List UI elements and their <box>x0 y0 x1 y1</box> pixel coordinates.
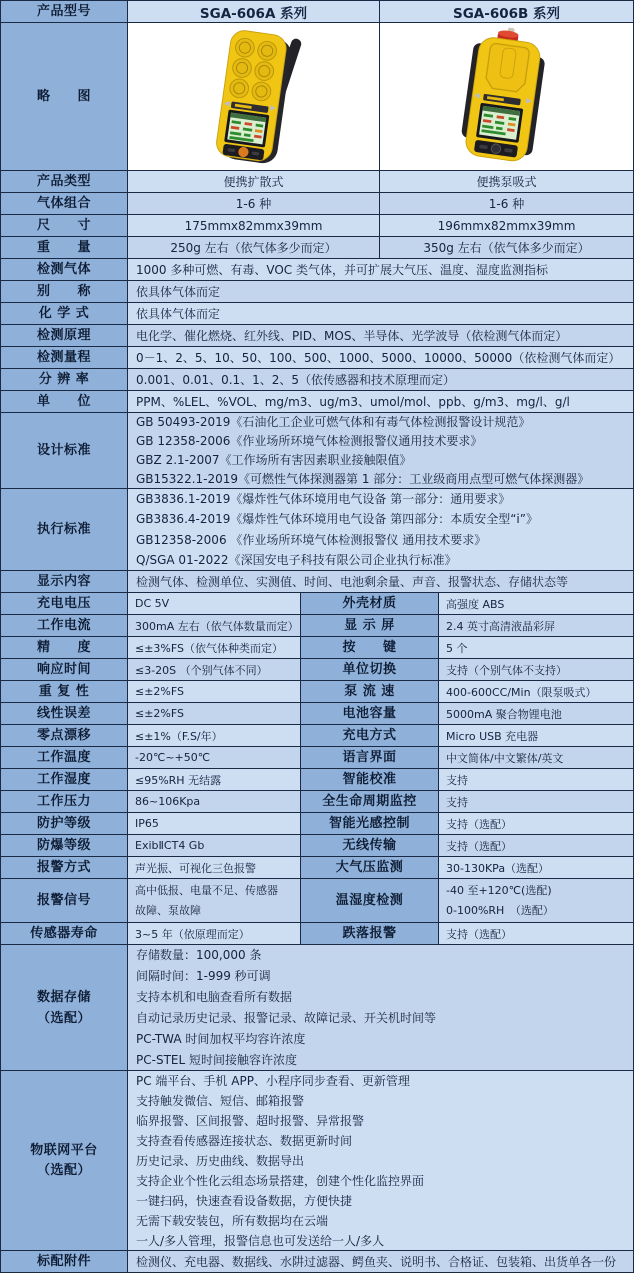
row-value2-response-unit-switch: 支持（个别气体不支持） <box>439 659 634 681</box>
row-value-line: PC 端平台、手机 APP、小程序同步查看、更新管理 <box>136 1073 410 1088</box>
spec-row-zero-drift-charging <box>1 725 634 747</box>
row-label-working-current-display: 工作电流 <box>1 615 128 637</box>
spec-row-unit <box>1 391 634 413</box>
spec-row-alarm-signal-temphumidity <box>1 879 634 923</box>
spec-row-display-content <box>1 571 634 593</box>
spec-row-response-unit-switch <box>1 659 634 681</box>
spec-row-alias <box>1 281 634 303</box>
row-value-line: 历史记录、历史曲线、数据导出 <box>136 1153 305 1168</box>
row-value-weight-b: 350g 左右（依气体多少而定） <box>380 237 634 259</box>
row-value1-sensor-life-drop-alarm: 3~5 年（依原理而定） <box>128 923 301 945</box>
spec-row-detection-principle <box>1 325 634 347</box>
row-label-product-model: 产品型号 <box>1 1 128 23</box>
row-value2-working-current-display: 2.4 英寸高清液晶彩屏 <box>439 615 634 637</box>
spec-row-repeatability-pump-flow <box>1 681 634 703</box>
row-label2-linearity-battery: 电池容量 <box>301 703 439 725</box>
row-label-detection-range: 检测量程 <box>1 347 128 369</box>
row-label2-sensor-life-drop-alarm: 跌落报警 <box>301 923 439 945</box>
spec-row-working-pressure-lifecycle <box>1 791 634 813</box>
spec-row-working-temp-language <box>1 747 634 769</box>
row-label-protection-lightsense: 防护等级 <box>1 813 128 835</box>
series-b-header: SGA-606B 系列 <box>380 1 634 23</box>
row-value-line: 支持查看传感器连接状态、数据更新时间 <box>136 1133 353 1148</box>
row-value-iot-platform <box>128 1071 634 1251</box>
row-label-alarm-mode-pressure: 报警方式 <box>1 857 128 879</box>
row-value2-accuracy-keys: 5 个 <box>439 637 634 659</box>
row-value-display-content: 检测气体、检测单位、实测值、时间、电池剩余量、声音、报警状态、存储状态等 <box>128 571 634 593</box>
sga-606b-image-cell <box>380 23 634 171</box>
row-label-line: （选配） <box>36 1162 91 1178</box>
spec-row-detect-gas <box>1 259 634 281</box>
row-label-iot-platform <box>1 1071 128 1251</box>
row-label2-explosionproof-wireless: 无线传输 <box>301 835 439 857</box>
row-value-product-type-b: 便携泵吸式 <box>380 171 634 193</box>
row-value2-explosionproof-wireless: 支持（选配） <box>439 835 634 857</box>
row-value1-working-temp-language: -20℃~+50℃ <box>128 747 301 769</box>
row-value-execution-standard <box>128 489 634 571</box>
spec-row-resolution <box>1 369 634 391</box>
row-value-detection-range: 0－1、2、5、10、50、100、500、1000、5000、10000、50000（依检测气体而定） <box>128 347 634 369</box>
row-label2-zero-drift-charging: 充电方式 <box>301 725 439 747</box>
row-value-line: PC-TWA 时间加权平均容许浓度 <box>136 1031 306 1046</box>
row-value-weight-a: 250g 左右（依气体多少而定） <box>128 237 380 259</box>
spec-row-working-humidity-calibration <box>1 769 634 791</box>
row-label-explosionproof-wireless: 防爆等级 <box>1 835 128 857</box>
row-label-gas-combination: 气体组合 <box>1 193 128 215</box>
row-value2-linearity-battery: 5000mA 聚合物锂电池 <box>439 703 634 725</box>
spec-row-product-model <box>1 1 634 23</box>
row-value1-alarm-mode-pressure: 声光振、可视化三色报警 <box>128 857 301 879</box>
row-value-line: 支持触发微信、短信、邮箱报警 <box>136 1093 305 1108</box>
row-value-line: GB12358-2006 《作业场所环境气体检测报警仪 通用技术要求》 <box>136 532 487 547</box>
spec-row-detection-range <box>1 347 634 369</box>
row-value2-sensor-life-drop-alarm: 支持（选配） <box>439 923 634 945</box>
row-value2-alarm-signal-temphumidity <box>439 879 634 923</box>
row-label-standard-accessories: 标配附件 <box>1 1251 128 1273</box>
row-label-design-standard: 设计标准 <box>1 413 128 489</box>
spec-row-explosionproof-wireless <box>1 835 634 857</box>
row-label-repeatability-pump-flow: 重 复 性 <box>1 681 128 703</box>
row-value1-accuracy-keys: ≤±3%FS（依气体种类而定） <box>128 637 301 659</box>
row-label-chemical-formula: 化 学 式 <box>1 303 128 325</box>
row-label-working-temp-language: 工作温度 <box>1 747 128 769</box>
spec-row-gas-combination <box>1 193 634 215</box>
row-value-dimensions-a: 175mmx82mmx39mm <box>128 215 380 237</box>
spec-row-linearity-battery <box>1 703 634 725</box>
row-value2-alarm-mode-pressure: 30-130KPa（选配） <box>439 857 634 879</box>
row-value1-response-unit-switch: ≤3-20S （个别气体不同） <box>128 659 301 681</box>
row-label-line: 数据存储 <box>36 989 91 1005</box>
row-value2-working-temp-language: 中文简体/中文繁体/英文 <box>439 747 634 769</box>
row-value-line: 故障、泵故障 <box>135 903 201 917</box>
row-value1-charge-voltage-shell: DC 5V <box>128 593 301 615</box>
row-label-accuracy-keys: 精 度 <box>1 637 128 659</box>
row-label-display-content: 显示内容 <box>1 571 128 593</box>
row-label-zero-drift-charging: 零点漂移 <box>1 725 128 747</box>
row-label-detection-principle: 检测原理 <box>1 325 128 347</box>
row-value-line: 高中低报、电量不足、传感器 <box>135 883 278 897</box>
row-value1-repeatability-pump-flow: ≤±2%FS <box>128 681 301 703</box>
row-value2-working-humidity-calibration: 支持 <box>439 769 634 791</box>
spec-row-weight <box>1 237 634 259</box>
row-label-product-type: 产品类型 <box>1 171 128 193</box>
row-value-detection-principle: 电化学、催化燃烧、红外线、PID、MOS、半导体、光学波导（依检测气体而定） <box>128 325 634 347</box>
row-label-charge-voltage-shell: 充电电压 <box>1 593 128 615</box>
spec-row-sketch <box>1 23 634 171</box>
row-label-line: （选配） <box>36 1010 91 1026</box>
row-value-line: 支持本机和电脑查看所有数据 <box>136 989 293 1004</box>
spec-row-alarm-mode-pressure <box>1 857 634 879</box>
row-label2-working-pressure-lifecycle: 全生命周期监控 <box>301 791 439 813</box>
row-label-detect-gas: 检测气体 <box>1 259 128 281</box>
row-value1-alarm-signal-temphumidity <box>128 879 301 923</box>
row-value1-working-humidity-calibration: ≤95%RH 无结露 <box>128 769 301 791</box>
row-value-line: 无需下载安装包，所有数据均在云端 <box>136 1213 329 1228</box>
spec-row-iot-platform <box>1 1071 634 1251</box>
row-label2-charge-voltage-shell: 外壳材质 <box>301 593 439 615</box>
row-label-execution-standard: 执行标准 <box>1 489 128 571</box>
row-value-dimensions-b: 196mmx82mmx39mm <box>380 215 634 237</box>
row-value-line: -40 至+120℃(选配) <box>446 883 552 897</box>
row-label-sensor-life-drop-alarm: 传感器寿命 <box>1 923 128 945</box>
spec-row-protection-lightsense <box>1 813 634 835</box>
row-value-product-type-a: 便携扩散式 <box>128 171 380 193</box>
row-label-unit: 单 位 <box>1 391 128 413</box>
row-label-working-pressure-lifecycle: 工作压力 <box>1 791 128 813</box>
row-label-resolution: 分 辨 率 <box>1 369 128 391</box>
sga-606b-device-image <box>432 27 582 167</box>
row-value1-explosionproof-wireless: ExibⅡCT4 Gb <box>128 835 301 857</box>
row-value-standard-accessories: 检测仪、充电器、数据线、水阱过滤器、鳄鱼夹、说明书、合格证、包装箱、出货单各一份 <box>128 1251 634 1273</box>
row-label2-alarm-signal-temphumidity: 温湿度检测 <box>301 879 439 923</box>
spec-row-accuracy-keys <box>1 637 634 659</box>
row-label2-working-humidity-calibration: 智能校准 <box>301 769 439 791</box>
row-label-alias: 别 称 <box>1 281 128 303</box>
spec-row-charge-voltage-shell <box>1 593 634 615</box>
row-value-line: PC-STEL 短时间接触容许浓度 <box>136 1052 297 1067</box>
row-value-chemical-formula: 依具体气体而定 <box>128 303 634 325</box>
row-label-sketch: 略 图 <box>1 23 128 171</box>
row-label2-protection-lightsense: 智能光感控制 <box>301 813 439 835</box>
row-value-gas-combination-a: 1-6 种 <box>128 193 380 215</box>
row-value-unit: PPM、%LEL、%VOL、mg/m3、ug/m3、umol/mol、ppb、g/m3、mg/l、g/l <box>128 391 634 413</box>
row-label2-repeatability-pump-flow: 泵 流 速 <box>301 681 439 703</box>
row-value-resolution: 0.001、0.01、0.1、1、2、5（依传感器和技术原理而定） <box>128 369 634 391</box>
row-label-response-unit-switch: 响应时间 <box>1 659 128 681</box>
spec-row-standard-accessories <box>1 1251 634 1273</box>
spec-row-design-standard <box>1 413 634 489</box>
row-value-line: 临界报警、区间报警、超时报警、异常报警 <box>136 1113 365 1128</box>
series-a-header: SGA-606A 系列 <box>128 1 380 23</box>
row-value2-working-pressure-lifecycle: 支持 <box>439 791 634 813</box>
row-value-line: GB 50493-2019《石油化工企业可燃气体和有毒气体检测报警设计规范》 <box>136 414 531 429</box>
row-value1-zero-drift-charging: ≤±1%（F.S/年） <box>128 725 301 747</box>
row-value2-protection-lightsense: 支持（选配） <box>439 813 634 835</box>
row-value1-linearity-battery: ≤±2%FS <box>128 703 301 725</box>
spec-row-chemical-formula <box>1 303 634 325</box>
row-label2-accuracy-keys: 按 键 <box>301 637 439 659</box>
row-value-line: 一人/多人管理，报警信息也可发送给一人/多人 <box>136 1233 385 1248</box>
row-label2-working-current-display: 显 示 屏 <box>301 615 439 637</box>
spec-row-data-storage <box>1 945 634 1071</box>
row-value2-repeatability-pump-flow: 400-600CC/Min（限泵吸式） <box>439 681 634 703</box>
row-label-line: 物联网平台 <box>30 1142 98 1158</box>
row-label2-working-temp-language: 语言界面 <box>301 747 439 769</box>
row-value-data-storage <box>128 945 634 1071</box>
row-value-line: GBZ 2.1-2007《工作场所有害因素职业接触限值》 <box>136 452 412 467</box>
row-value-line: GB3836.1-2019《爆炸性气体环境用电气设备 第一部分：通用要求》 <box>136 491 511 506</box>
row-value-line: 间隔时间：1-999 秒可调 <box>136 968 271 983</box>
row-value-alias: 依具体气体而定 <box>128 281 634 303</box>
row-label-weight: 重 量 <box>1 237 128 259</box>
row-value1-working-current-display: 300mA 左右（依气体数量而定） <box>128 615 301 637</box>
row-value-line: 0-100%RH （选配） <box>446 903 554 917</box>
row-label-linearity-battery: 线性误差 <box>1 703 128 725</box>
row-value-line: GB15322.1-2019《可燃性气体探测器第 1 部分：工业级商用点型可燃气体探测器》 <box>136 471 590 486</box>
spec-row-dimensions <box>1 215 634 237</box>
row-value-line: Q/SGA 01-2022《深国安电子科技有限公司企业执行标准》 <box>136 553 457 567</box>
row-value-line: 自动记录历史记录、报警记录、故障记录、开关机时间等 <box>136 1010 437 1025</box>
row-value-line: 一键扫码，快速查看设备数据，方便快捷 <box>136 1193 353 1208</box>
sga-606a-device-image <box>179 27 329 167</box>
row-label2-response-unit-switch: 单位切换 <box>301 659 439 681</box>
row-value-line: GB 12358-2006《作业场所环境气体检测报警仪通用技术要求》 <box>136 433 483 448</box>
row-value-line: GB3836.4-2019《爆炸性气体环境用电气设备 第四部分：本质安全型“i”》 <box>136 512 538 526</box>
row-label-dimensions: 尺 寸 <box>1 215 128 237</box>
sga-606a-image-cell <box>128 23 380 171</box>
row-value1-protection-lightsense: IP65 <box>128 813 301 835</box>
row-label-alarm-signal-temphumidity: 报警信号 <box>1 879 128 923</box>
row-label-working-humidity-calibration: 工作湿度 <box>1 769 128 791</box>
spec-row-working-current-display <box>1 615 634 637</box>
spec-row-execution-standard <box>1 489 634 571</box>
row-value-design-standard <box>128 413 634 489</box>
row-value-line: 支持企业个性化云组态场景搭建，创建个性化监控界面 <box>136 1173 425 1188</box>
row-value2-zero-drift-charging: Micro USB 充电器 <box>439 725 634 747</box>
row-label2-alarm-mode-pressure: 大气压监测 <box>301 857 439 879</box>
spec-row-product-type <box>1 171 634 193</box>
row-value-line: 存储数量：100,000 条 <box>136 947 262 962</box>
row-value-gas-combination-b: 1-6 种 <box>380 193 634 215</box>
row-value-detect-gas: 1000 多种可燃、有毒、VOC 类气体，并可扩展大气压、温度、湿度监测指标 <box>128 259 634 281</box>
row-value2-charge-voltage-shell: 高强度 ABS <box>439 593 634 615</box>
spec-row-sensor-life-drop-alarm <box>1 923 634 945</box>
row-value1-working-pressure-lifecycle: 86~106Kpa <box>128 791 301 813</box>
row-label-data-storage <box>1 945 128 1071</box>
